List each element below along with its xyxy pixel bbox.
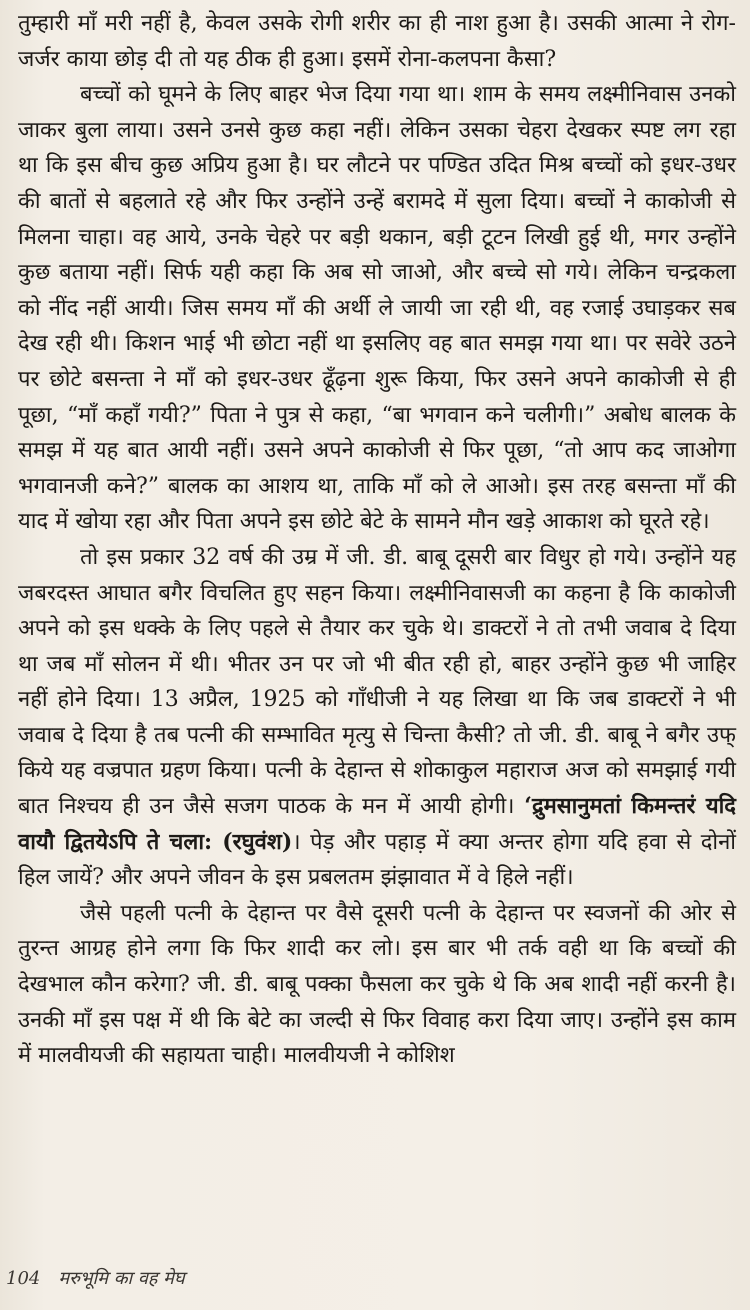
page-body xyxy=(18,6,736,1074)
paragraph-4: जैसे पहली पत्नी के देहान्त पर वैसे दूसरी पत्नी के देहान्त पर स्वजनों की ओर से तुरन्त आग्रह होने लगा कि फिर शादी कर लो। इस बार भी तर्क वही था कि बच्चों की देखभाल कौन करेगा? जी. डी. बाबू पक्का फैसला कर चुके थे कि अब शादी नहीं करनी है। उनकी माँ इस पक्ष में थी कि बेटे का जल्दी से फिर विवाह करा दिया जाए। उन्होंने इस काम में मालवीयजी की सहायता चाही। मालवीयजी ने कोशिश xyxy=(18,900,736,1069)
paragraph-3 xyxy=(18,540,736,896)
page-number: 104 xyxy=(6,1268,41,1289)
paragraph-3-text: तो इस प्रकार 32 वर्ष की उम्र में जी. डी. बाबू दूसरी बार विधुर हो गये। उन्होंने यह जबरदस्त आघात बगैर विचलित हुए सहन किया। लक्ष्मीनिवासजी का कहना है कि काकोजी अपने को इस धक्के के लिए पहले से तैयार कर चुके थे। डाक्टरों ने तो तभी जवाब दे दिया था जब माँ सोलन में थी। भीतर उन पर जो भी बीत रही हो, बाहर उन्होंने कुछ भी जाहिर नहीं होने दिया। 13 अप्रैल, 1925 को गाँधीजी ने यह लिखा था कि जब डाक्टरों ने भी जवाब दे दिया है तब पत्नी की सम्भावित मृत्यु से चिन्ता कैसी? तो जी. डी. बाबू ने बगैर उफ् किये यह वज्रपात ग्रहण किया। पत्नी के देहान्त से शोकाकुल महाराज अज को समझाई गयी बात निश्चय ही उन जैसे सजग पाठक के मन में आयी होगी। xyxy=(18,544,736,820)
book-title: मरुभूमि का वह मेघ xyxy=(58,1268,185,1289)
sanskrit-quote: ‘द्रुमसानुमतां किमन्तरं यदि वायौ द्वितयेऽपि ते चला: (रघुवंश) xyxy=(18,793,736,855)
paragraph-1: तुम्हारी माँ मरी नहीं है, केवल उसके रोगी शरीर का ही नाश हुआ है। उसकी आत्मा ने रोग-जर्जर काया छोड़ दी तो यह ठीक ही हुआ। इसमें रोना-कलपना कैसा? xyxy=(18,11,736,72)
paragraph-2: बच्चों को घूमने के लिए बाहर भेज दिया गया था। शाम के समय लक्ष्मीनिवास उनको जाकर बुला लाया। उसने उनसे कुछ कहा नहीं। लेकिन उसका चेहरा देखकर स्पष्ट लग रहा था कि इस बीच कुछ अप्रिय हुआ है। घर लौटने पर पण्डित उदित मिश्र बच्चों को इधर-उधर की बातों से बहलाते रहे और फिर उन्होंने उन्हें बरामदे में सुला दिया। बच्चों ने काकोजी से मिलना चाहा। वह आये, उनके चेहरे पर बड़ी थकान, बड़ी टूटन लिखी हुई थी, मगर उन्होंने कुछ बताया नहीं। सिर्फ यही कहा कि अब सो जाओ, और बच्चे सो गये। लेकिन चन्द्रकला को नींद नहीं आयी। जिस समय माँ की अर्थी ले जायी जा रही थी, वह रजाई उघाड़कर सब देख रही थी। किशन भाई भी छोटा नहीं था इसलिए वह बात समझ गया था। पर सवेरे उठने पर छोटे बसन्ता ने माँ को इधर-उधर ढूँढ़ना शुरू किया, फिर उसने अपने काकोजी से ही पूछा, “माँ कहाँ गयी?” पिता ने पुत्र से कहा, “बा भगवान कने चलीगी।” अबोध बालक के समझ में यह बात आयी नहीं। उसने अपने काकोजी से फिर पूछा, “तो आप कद जाओगा भगवानजी कने?” बालक का आशय था, ताकि माँ को ले आओ। इस तरह बसन्ता माँ की याद में खोया रहा और पिता अपने इस छोटे बेटे के सामने मौन खड़े आकाश को घूरते रहे। xyxy=(18,82,736,535)
paragraph-3-continuation: । पेड़ और पहाड़ में क्या अन्तर होगा यदि हवा से दोनों हिल जायें? और अपने जीवन के इस प्रबलतम झंझावात में वे हिले नहीं। xyxy=(18,829,736,891)
page-footer xyxy=(6,1266,185,1290)
